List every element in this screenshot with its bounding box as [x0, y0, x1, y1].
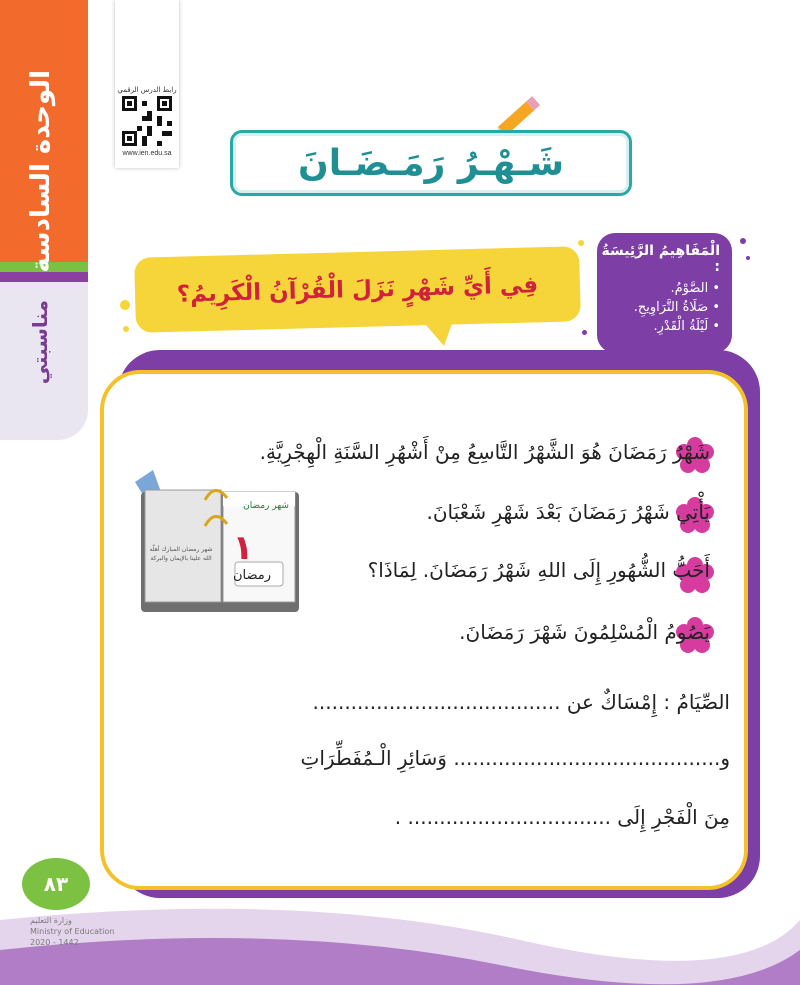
question-banner — [134, 246, 581, 333]
fill-in-line[interactable]: مِنَ الْفَجْرِ إِلَى ................................ . — [394, 805, 730, 829]
qr-url[interactable]: www.ien.edu.sa — [122, 150, 172, 157]
fact-line: أَحَبُّ الشُّهُورِ إِلَى اللهِ شَهْرُ رَمَضَانَ. لِمَاذَا؟ — [367, 558, 710, 582]
decor-dot — [578, 240, 584, 246]
decor-dot — [746, 256, 750, 260]
key-concept-item: • الصَّوْمُ. — [597, 281, 720, 296]
ministry-logo — [30, 915, 120, 948]
unit-sidebar — [0, 0, 88, 440]
footer-wave — [0, 880, 800, 985]
fill-in-line[interactable]: الصِّيَامُ : إِمْسَاكٌ عن ....................................... — [312, 690, 730, 714]
fact-line: يَصُومُ الْمُسْلِمُونَ شَهْرَ رَمَضَانَ. — [459, 620, 710, 644]
qr-card[interactable] — [115, 0, 179, 168]
unit-title: الوحدة السادسة — [26, 70, 56, 273]
key-concepts-box — [597, 233, 732, 353]
key-concepts-heading: الْمَفَاهِيمُ الرَّئِيسَةُ : — [601, 243, 720, 275]
qr-caption: رابط الدرس الرقمي — [117, 86, 177, 94]
calendar-day: ١ — [232, 528, 254, 568]
ministry-name-en: Ministry of Education — [30, 927, 115, 936]
ministry-years: 2020 - 1442 — [30, 938, 79, 947]
calendar-month: رمضان — [232, 568, 272, 583]
unit-subtitle: مناسبتي — [28, 300, 52, 385]
page-number: ٨٣ — [22, 858, 90, 910]
qr-code-icon[interactable] — [122, 96, 172, 146]
calendar-header: شهر رمضان — [243, 501, 289, 511]
key-concept-item: • صَلَاةُ التَّرَاوِيحِ. — [597, 300, 720, 315]
decor-dot — [740, 238, 746, 244]
speech-tail — [420, 318, 460, 348]
fact-line: شَهْرُ رَمَضَانَ هُوَ الشَّهْرُ التَّاسِعُ مِنْ أَشْهُرِ السَّنَةِ الْهِجْرِيَّةِ. — [259, 440, 710, 464]
decor-dot — [120, 300, 130, 310]
ministry-name: وزارة التعليم — [30, 916, 72, 925]
question-text: فِي أَيِّ شَهْرٍ نَزَلَ الْقُرْآنُ الْكَرِيمُ؟ — [176, 271, 539, 308]
decor-dot — [123, 326, 129, 332]
fact-line: يَأْتِي شَهْرُ رَمَضَانَ بَعْدَ شَهْرِ شَعْبَانَ. — [426, 500, 710, 524]
calendar-note: شهر رمضان المبارك أهلّه الله علينا بالإيمان والبركة — [149, 546, 213, 562]
lesson-title-box — [230, 130, 632, 196]
lesson-title: شَـهْـرُ رَمَـضَـانَ — [297, 142, 565, 184]
fill-in-line[interactable]: و.......................................... وَسَائِرِ الْـمُفَطِّرَاتِ — [300, 746, 730, 770]
decor-dot — [582, 330, 587, 335]
key-concept-item: • لَيْلَةُ الْقَدْرِ. — [597, 319, 720, 334]
purple-stripe — [0, 272, 88, 282]
